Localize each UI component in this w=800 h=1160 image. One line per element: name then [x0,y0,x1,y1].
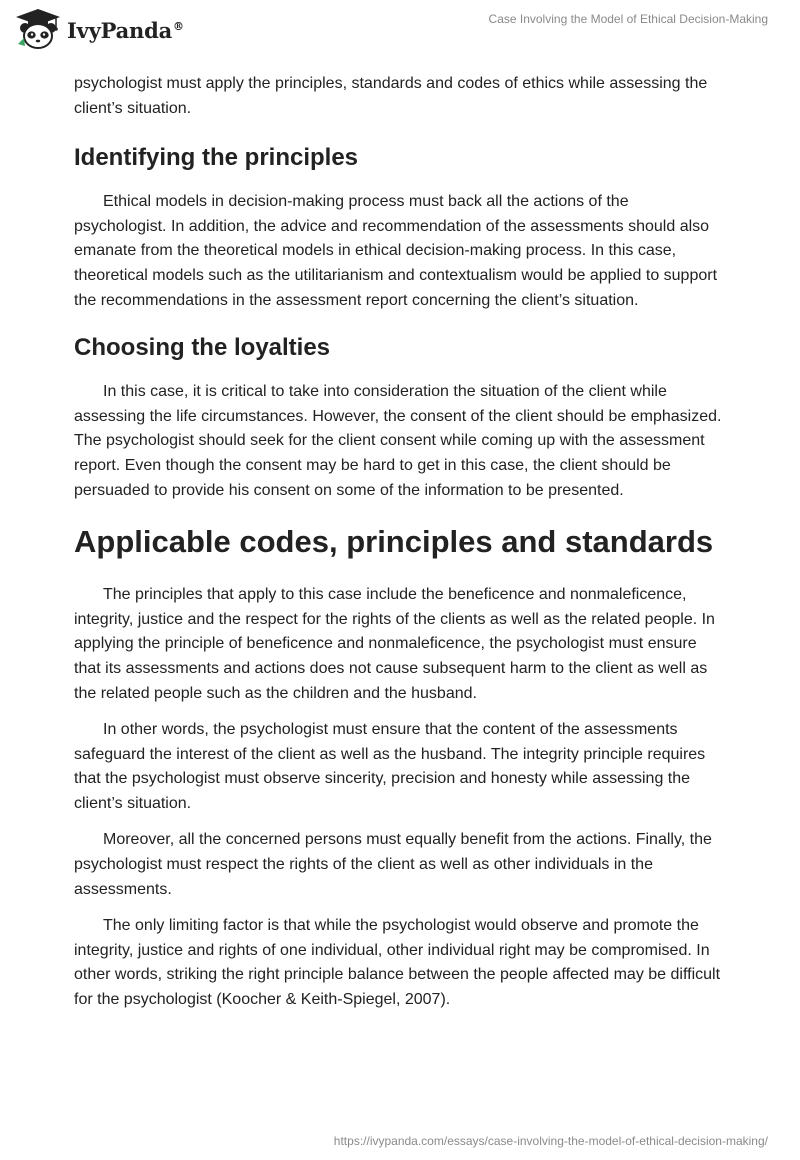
paragraph: In other words, the psychologist must ensure that the content of the assessments safeguard the interest of the client as well as the husband. The integrity principle requires that the psychologist must observe sincerity, precision and honesty while assessing the client’s situation. [74,721,706,812]
logo-text: IvyPanda® [67,17,184,43]
paragraph: Ethical models in decision-making process must back all the actions of the psychologist. In addition, the advice and recommendation of the assessments should also emanate from the theoretical models in ethical decision-making process. In this case, theoretical models such as the utilitarianism and contextualism would be applied to support the recommendations in the assessment report concerning the client’s situation. [74,193,718,309]
section-heading-identifying-principles: Identifying the principles [74,144,359,172]
document-title: Case Involving the Model of Ethical Decision-Making [488,12,768,26]
essay-content [74,72,722,1025]
paragraph: The only limiting factor is that while the psychologist would observe and promote the integrity, justice and rights of one individual, other individual right may be compromised. In other words, striking the right principle balance between the people affected may be difficult for the psychologist (Koocher & Keith-Spiegel, 2007). [74,917,721,1009]
intro-paragraph: psychologist must apply the principles, standards and codes of ethics while assessing the client’s situation. [74,75,708,117]
main-heading-applicable-codes: Applicable codes, principles and standards [74,524,714,560]
source-url[interactable]: https://ivypanda.com/essays/case-involving-the-model-of-ethical-decision-making/ [333,1134,768,1148]
paragraph: In this case, it is critical to take into consideration the situation of the client while assessing the life circumstances. However, the consent of the client should be emphasized. The psychologist should seek for the client consent while coming up with the assessment report. Even though the consent may be hard to get in this case, the client should be persuaded to provide his consent on some of the information to be presented. [74,383,722,499]
section-heading-choosing-loyalties: Choosing the loyalties [74,334,331,362]
paragraph: The principles that apply to this case include the beneficence and nonmaleficence, integrity, justice and the respect for the rights of the clients as well as the related people. In applying the principle of beneficence and nonmaleficence, the psychologist must ensure that its assessments and actions does not cause subsequent harm to the client as well as the related people such as the children and the husband. [74,586,715,702]
page-header [0,0,800,64]
panda-graduate-icon [14,8,62,52]
ivypanda-logo[interactable] [14,8,184,52]
paragraph: Moreover, all the concerned persons must equally benefit from the actions. Finally, the psychologist must respect the rights of the client as well as other individuals in the assessments. [74,831,712,898]
